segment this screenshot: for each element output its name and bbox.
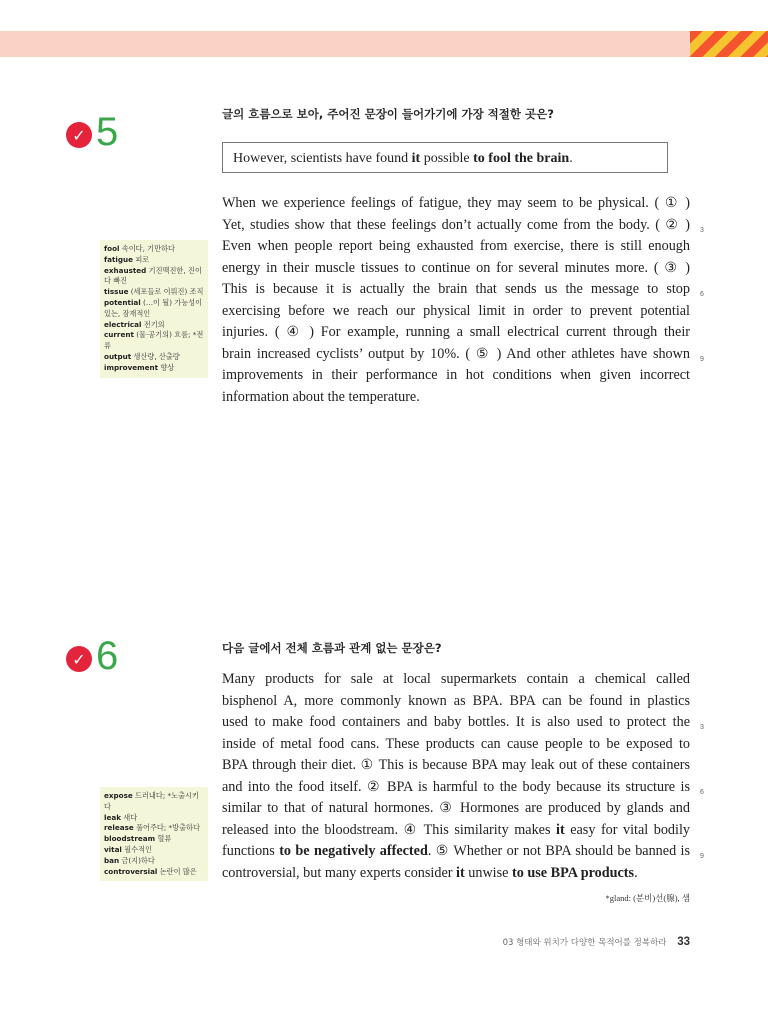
passage-text: improvements in their performance in hot conditions when given incorrect	[222, 367, 690, 383]
passage-line	[222, 777, 690, 799]
passage-line	[222, 841, 690, 863]
vocab-entry	[104, 823, 204, 834]
line-number: 9	[700, 853, 704, 860]
line-number: 3	[700, 724, 704, 731]
given-sentence-part: .	[569, 151, 573, 166]
question-number: 6	[96, 634, 119, 678]
vocab-word: ban	[104, 855, 120, 865]
vocab-word: tissue	[104, 287, 129, 297]
passage-text: injuries. ( ④ ) For example, running a small electrical current through their	[222, 324, 690, 340]
question-5-vocab-box	[100, 240, 208, 378]
vocab-meaning: 풀어주다; *방출하다	[136, 823, 200, 833]
vocab-entry	[104, 867, 204, 878]
corner-stripes	[690, 31, 768, 57]
vocab-meaning: 논란이 많은	[159, 866, 197, 876]
question-5-passage	[222, 193, 704, 408]
question-6-passage	[222, 669, 704, 884]
vocab-word: release	[104, 823, 134, 833]
check-icon: ✓	[66, 122, 92, 148]
passage-line	[222, 669, 690, 691]
vocab-word: expose	[104, 791, 133, 800]
given-sentence-part: However, scientists have found	[233, 151, 412, 166]
vocab-word: fool	[104, 244, 120, 253]
passage-text: energy in their muscle tissues to continue on for several minutes more. ( ③ )	[222, 259, 690, 276]
passage-text: functions	[222, 843, 280, 859]
passage-line	[222, 193, 690, 215]
vocab-meaning: 드러내다; *노출시키다	[104, 791, 199, 811]
vocab-word: fatigue	[104, 254, 134, 264]
footnote: *gland: (분비)선(腺), 샘	[605, 893, 690, 903]
passage-line	[222, 691, 690, 713]
passage-text: . ⑤ Whether or not BPA should be banned is	[427, 843, 690, 859]
passage-text: Even when people report being exhausted from exercise, there is still enough	[222, 238, 690, 254]
vocab-entry	[104, 320, 204, 331]
passage-text: similar to that of natural hormones. ③ Hormones are produced by glands and	[222, 800, 690, 816]
passage-text: inside of metal food cans. These products can cause people to be exposed to	[222, 735, 690, 752]
passage-text: and into the food itself. ② BPA is harmful to the body because its structure is	[222, 778, 690, 795]
passage-text: Yet, studies show that these feelings don’t actually come from the body. ( ② )	[222, 216, 690, 233]
vocab-entry	[104, 330, 204, 352]
vocab-meaning: 혈류	[157, 834, 172, 844]
vocab-word: controversial	[104, 866, 158, 876]
passage-line	[222, 712, 690, 734]
given-sentence-box	[222, 142, 668, 173]
vocab-entry	[104, 266, 204, 288]
vocab-meaning: 속이다, 기만하다	[121, 244, 175, 253]
vocab-word: current	[104, 330, 134, 340]
vocab-entry	[104, 845, 204, 856]
vocab-word: bloodstream	[104, 834, 156, 844]
vocab-entry	[104, 255, 204, 266]
question-5-number	[66, 112, 118, 152]
given-sentence-part: it	[411, 151, 421, 166]
passage-line	[222, 344, 690, 366]
passage-text: unwise	[464, 864, 512, 881]
passage-line	[222, 258, 690, 280]
passage-line	[222, 365, 690, 387]
passage-text: bisphenol A, more commonly known as BPA. BPA can be found in plastics	[222, 692, 690, 709]
passage-text: When we experience feelings of fatigue, they may seem to be physical. ( ① )	[222, 195, 690, 211]
vocab-meaning: 향상	[160, 362, 175, 372]
vocab-word: potential	[104, 297, 141, 307]
vocab-meaning: (세포들로 이뤄진) 조직	[130, 287, 204, 297]
passage-text: information about the temperature.	[222, 388, 420, 405]
vocab-entry	[104, 244, 204, 255]
vocab-meaning: 금(지)하다	[121, 855, 155, 865]
vocab-word: output	[104, 351, 132, 361]
vocab-word: vital	[104, 844, 122, 854]
vocab-word: leak	[104, 812, 121, 822]
vocab-meaning: 생산량, 산출량	[133, 351, 180, 361]
vocab-meaning: (…이 될) 가능성이 있는, 잠재적인	[104, 297, 203, 318]
vocab-word: exhausted	[104, 265, 147, 275]
passage-text: .	[634, 864, 638, 881]
passage-text: BPA through their diet. ① This is because BPA may leak out of these containers	[222, 757, 690, 773]
passage-line	[222, 820, 690, 842]
vocab-entry	[104, 298, 204, 320]
passage-line	[222, 236, 690, 258]
given-sentence-part: possible	[420, 151, 474, 166]
vocab-entry	[104, 363, 204, 374]
passage-line	[222, 279, 690, 301]
question-number: 5	[96, 110, 119, 154]
passage-line	[222, 863, 690, 885]
passage-text: it	[456, 864, 465, 881]
passage-line	[222, 322, 690, 344]
passage-text: exercising before we reach our physical limit in order to prevent potential	[222, 302, 690, 319]
passage-text: it	[556, 821, 565, 838]
question-5-prompt: 글의 흐름으로 보아, 주어진 문장이 들어가기에 가장 적절한 곳은?	[222, 107, 554, 121]
passage-text: released into the bloodstream. ④ This similarity makes	[222, 821, 557, 838]
passage-text: to use BPA products	[512, 864, 635, 881]
check-icon: ✓	[66, 646, 92, 672]
given-sentence-part: to fool the brain	[473, 151, 570, 166]
line-number: 6	[700, 291, 704, 298]
question-6-number	[66, 636, 118, 676]
vocab-meaning: 피로	[135, 254, 150, 264]
vocab-entry	[104, 791, 204, 813]
vocab-entry	[104, 287, 204, 298]
passage-text: brain increased cyclists’ output by 10%. ( ⑤ ) And other athletes have shown	[222, 345, 690, 362]
vocab-meaning: 전기의	[143, 319, 165, 329]
passage-text: controversial, but many experts consider	[222, 864, 457, 881]
top-color-band	[0, 31, 768, 57]
chapter-title: 03 형태와 위치가 다양한 목적어를 정복하라	[502, 938, 667, 948]
vocab-meaning: 필수적인	[124, 844, 152, 854]
vocab-word: improvement	[104, 362, 159, 372]
passage-text: to be negatively affected	[279, 843, 428, 859]
question-6-vocab-box	[100, 787, 208, 881]
passage-line	[222, 755, 690, 777]
question-6-prompt: 다음 글에서 전체 흐름과 관계 없는 문장은?	[222, 641, 442, 655]
passage-line	[222, 734, 690, 756]
vocab-entry	[104, 813, 204, 824]
passage-text: easy for vital bodily	[564, 821, 690, 838]
line-number: 3	[700, 226, 704, 234]
passage-line	[222, 798, 690, 820]
vocab-meaning: 기진맥진한, 진이 다 빠진	[104, 265, 202, 286]
passage-line	[222, 215, 690, 237]
passage-line	[222, 301, 690, 323]
page-footer	[503, 936, 690, 948]
vocab-entry	[104, 856, 204, 867]
line-number: 6	[700, 788, 704, 796]
vocab-word: electrical	[104, 319, 142, 329]
vocab-meaning: 새다	[123, 812, 138, 822]
passage-text: This is because it is actually the brain that sends us the message to stop	[222, 281, 690, 297]
passage-text: used to make food containers and baby bottles. It is also used to protect the	[222, 714, 690, 730]
vocab-entry	[104, 352, 204, 363]
vocab-entry	[104, 834, 204, 845]
line-number: 9	[700, 355, 704, 363]
vocab-meaning: (물·공기의) 흐름; *전류	[104, 330, 204, 351]
passage-text: Many products for sale at local supermarkets contain a chemical called	[222, 671, 690, 687]
page-number: 33	[677, 936, 690, 948]
passage-line	[222, 387, 690, 409]
